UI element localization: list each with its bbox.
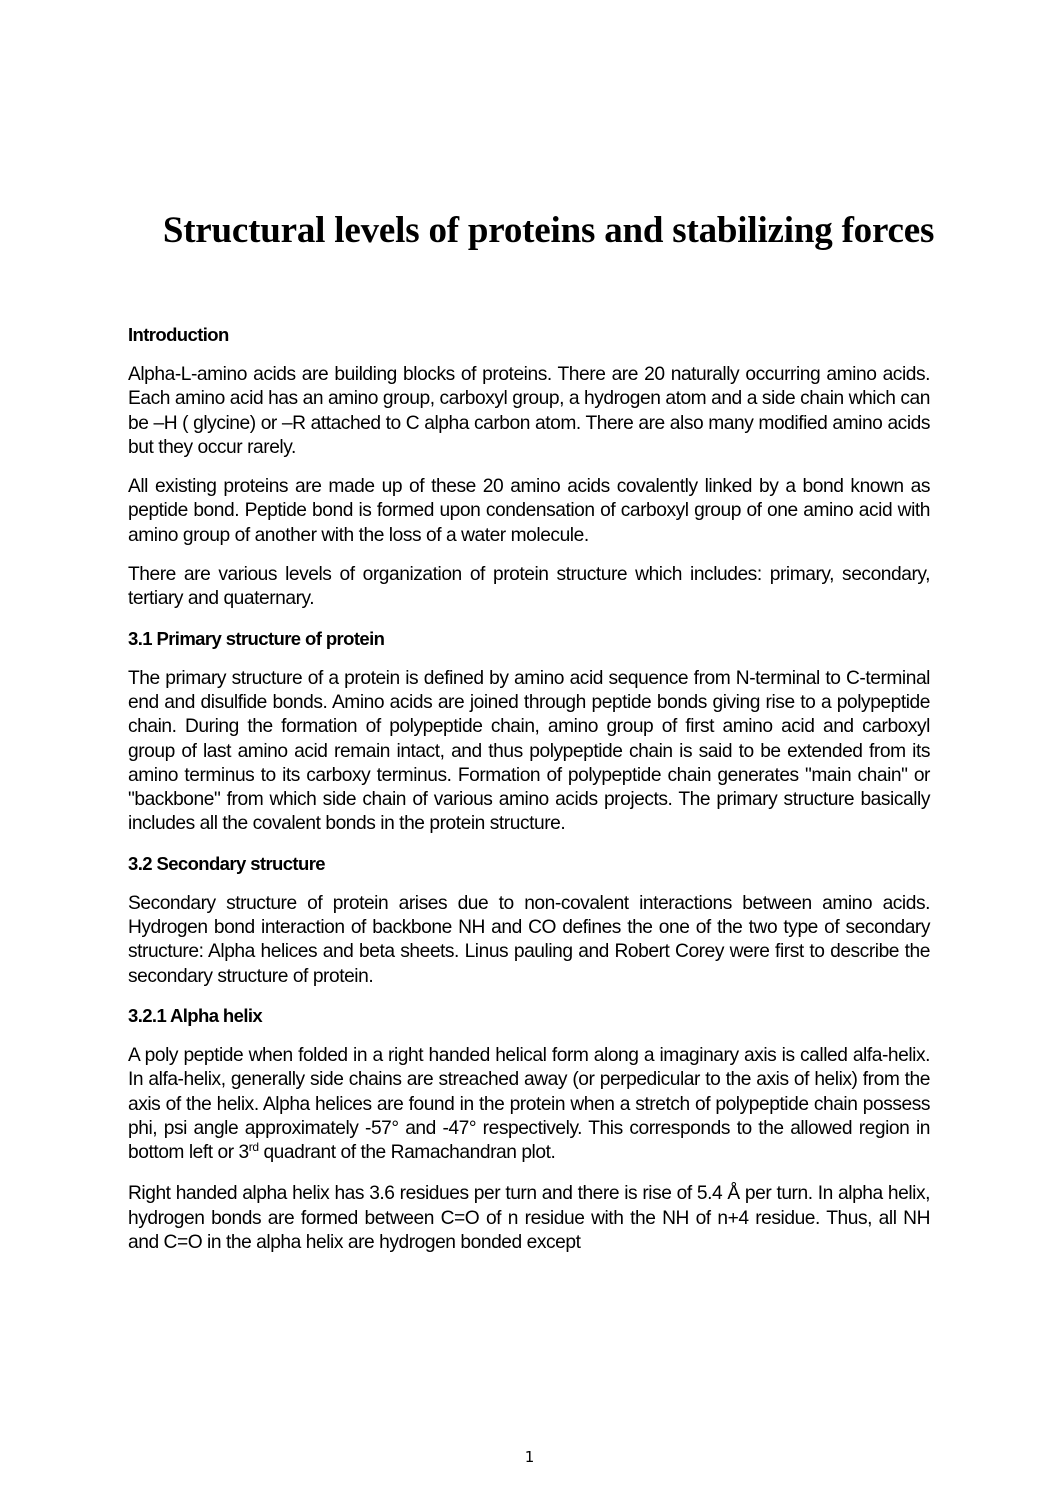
- document-title: Structural levels of proteins and stabilizing forces: [162, 210, 935, 251]
- section-heading-primary-structure: 3.1 Primary structure of protein: [128, 627, 385, 649]
- section-heading-alpha-helix: 3.2.1 Alpha helix: [128, 1004, 263, 1026]
- intro-paragraph-3: There are various levels of organization of protein structure which includes: primary, secondary, tertiary and quaternary.: [128, 564, 930, 610]
- intro-paragraph-2: All existing proteins are made up of these 20 amino acids covalently linked by a bond known as peptide bond. Peptide bond is formed upon condensation of carboxyl group of one amino acid with amino group of another with the loss of a water molecule.: [128, 476, 930, 546]
- page-number: 1: [524, 1448, 535, 1466]
- ordinal-superscript: rd: [248, 1140, 259, 1155]
- intro-paragraph-1: Alpha-L-amino acids are building blocks of proteins. There are 20 naturally occurring amino acids. Each amino acid has an amino group, carboxyl group, a hydrogen atom and a side chain which can be –H ( glycine) or –R attached to C alpha carbon atom. There are also many modified amino acids but they occur rarely.: [128, 364, 930, 458]
- document-body: [128, 323, 930, 1270]
- alpha-helix-paragraph-1-main: A poly peptide when folded in a right handed helical form along a imaginary axis is called alfa-helix. In alfa-helix, generally side chains are streached away (or perpedicular to the axis of helix) from the axis of the helix. Alpha helices are found in the protein when a stretch of polypeptide chain possess phi, psi angle approximately -57° and -47° respectively. This corresponds to the allowed region in bottom left or 3: [128, 1044, 930, 1164]
- alpha-helix-paragraph-2: Right handed alpha helix has 3.6 residues per turn and there is rise of 5.4 Å per turn. In alpha helix, hydrogen bonds are formed between C=O of n residue with the NH of n+4 residue. Thus, all NH and C=O in the alpha helix are hydrogen bonded except: [128, 1183, 930, 1254]
- primary-structure-paragraph: The primary structure of a protein is defined by amino acid sequence from N-terminal to C-terminal end and disulfide bonds. Amino acids are joined through peptide bonds giving rise to a polypeptide chain. During the formation of polypeptide chain, amino group of first amino acid and carboxyl group of last amino acid remain intact, and thus polypeptide chain is said to be extended from its amino terminus to its carboxy terminus. Formation of polypeptide chain generates "main chain" or "backbone" from which side chain of various amino acids projects. The primary structure basically includes all the covalent bonds in the protein structure.: [128, 667, 930, 835]
- secondary-structure-paragraph: Secondary structure of protein arises due to non-covalent interactions between amino acids. Hydrogen bond interaction of backbone NH and CO defines the one of the two type of secondary structure: Alpha helices and beta sheets. Linus pauling and Robert Corey were first to describe the secondary structure of protein.: [128, 892, 930, 987]
- alpha-helix-paragraph-1: [128, 1044, 930, 1165]
- section-heading-secondary-structure: 3.2 Secondary structure: [128, 852, 325, 874]
- alpha-helix-paragraph-1-tail: quadrant of the Ramachandran plot.: [258, 1142, 556, 1164]
- section-heading-introduction: Introduction: [128, 324, 229, 345]
